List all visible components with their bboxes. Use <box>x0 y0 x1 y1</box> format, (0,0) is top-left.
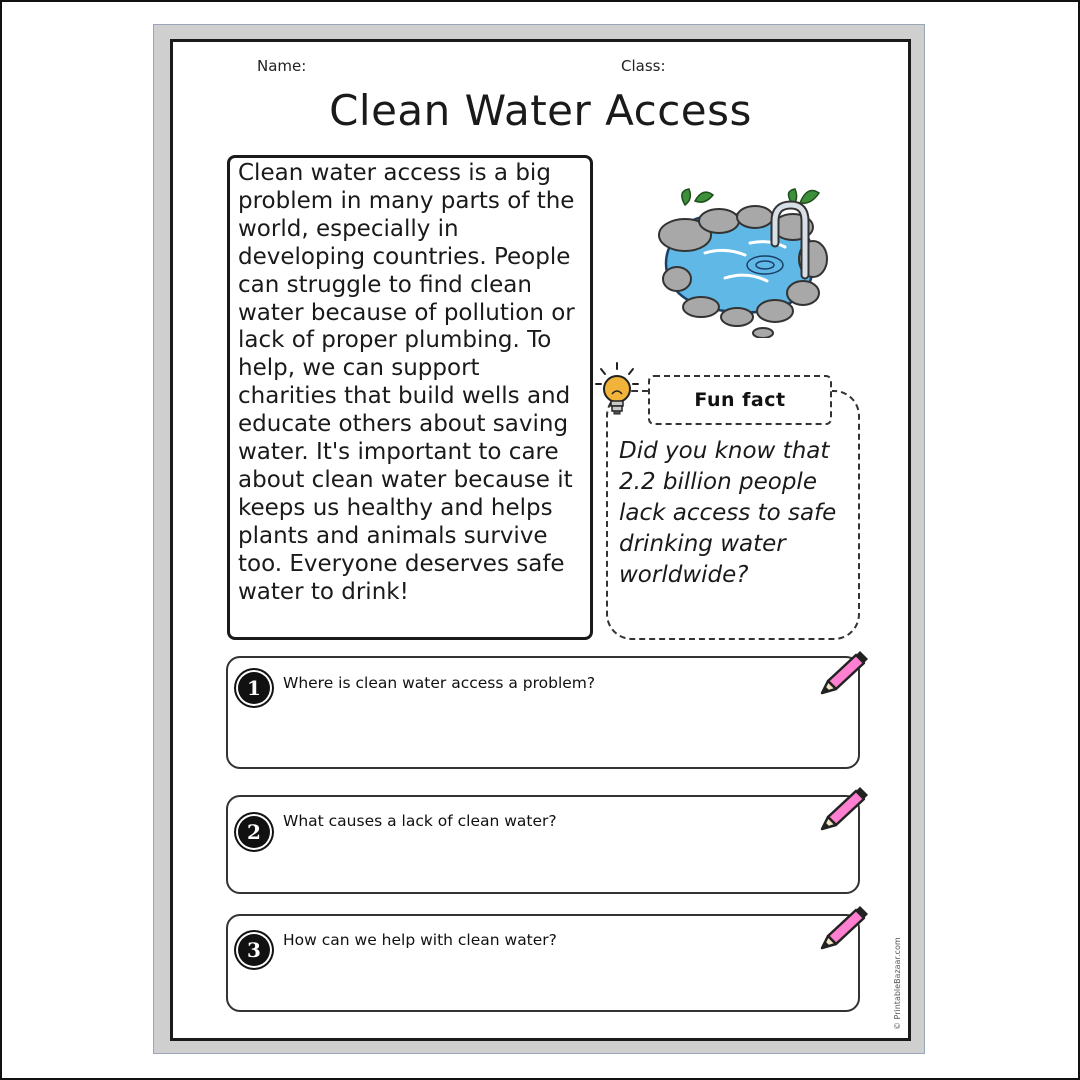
class-label: Class: <box>621 57 666 75</box>
pencil-icon <box>818 904 870 950</box>
question-number-1: 1 <box>238 672 270 704</box>
question-box-2[interactable] <box>226 795 860 894</box>
reading-passage: Clean water access is a big problem in many parts of the world, especially in developing countries. People can struggle to find clean water because of pollution or lack of proper plumbing. To help, we can support charities that build wells and educate others about saving water. It's important to care about clean water because it keeps us healthy and helps plants and animals survive too. Everyone deserves safe water to drink! <box>238 160 575 605</box>
pencil-icon <box>818 649 870 695</box>
water-pond-faucet-illustration <box>655 183 830 338</box>
lightbulb-icon <box>592 360 642 420</box>
fun-fact-text: Did you know that 2.2 billion people lack access to safe drinking water worldwide? <box>619 438 837 588</box>
pencil-icon <box>818 785 870 831</box>
question-text-2: What causes a lack of clean water? <box>283 812 557 830</box>
page-title: Clean Water Access <box>329 86 752 135</box>
copyright-credit: © PrintableBazaar.com <box>893 937 902 1030</box>
question-number-3: 3 <box>238 934 270 966</box>
fun-fact-label: Fun fact <box>648 375 832 425</box>
question-text-1: Where is clean water access a problem? <box>283 674 596 692</box>
question-box-1[interactable] <box>226 656 860 769</box>
question-box-3[interactable] <box>226 914 860 1012</box>
name-label: Name: <box>257 57 307 75</box>
question-text-3: How can we help with clean water? <box>283 931 557 949</box>
question-number-2: 2 <box>238 816 270 848</box>
